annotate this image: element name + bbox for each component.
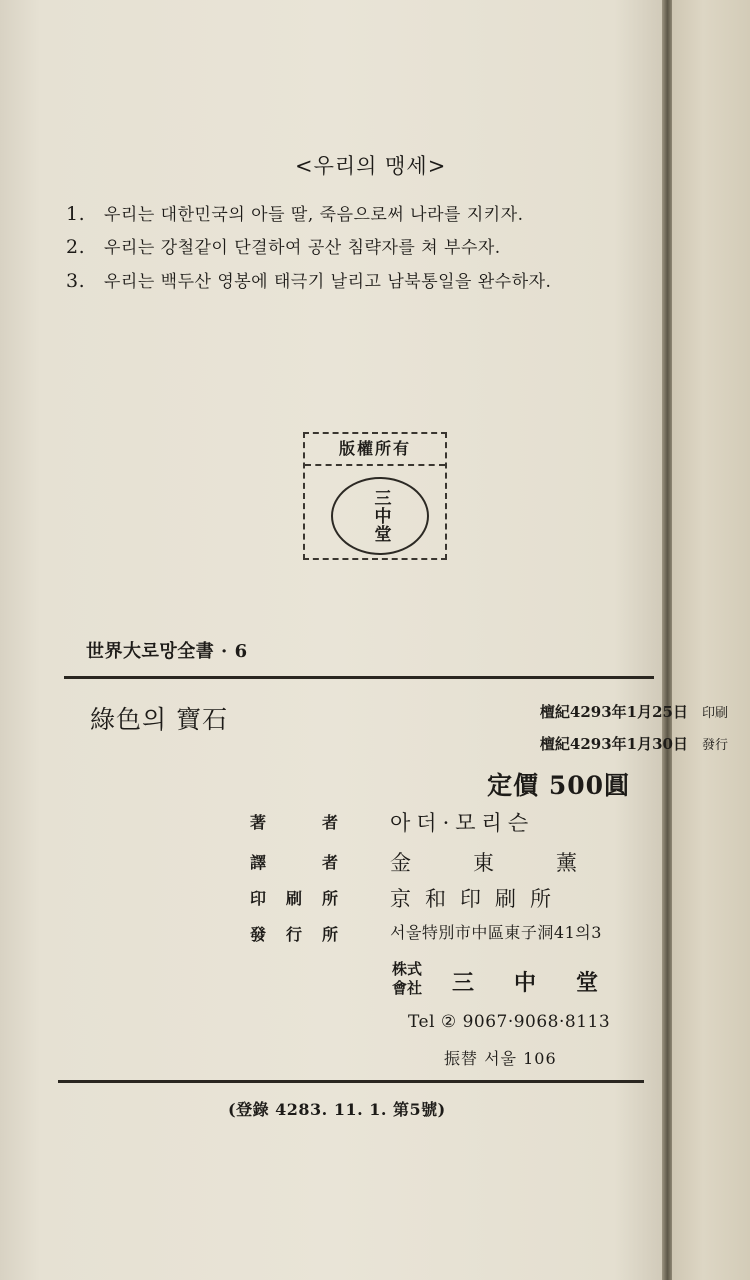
pledge-text: 우리는 대한민국의 아들 딸, 죽음으로써 나라를 지키자. xyxy=(104,205,524,225)
adjacent-page xyxy=(672,0,750,1280)
copyright-seal xyxy=(303,432,447,560)
top-divider xyxy=(64,676,654,679)
pledge-item-3 xyxy=(66,267,551,292)
pledge-item-2 xyxy=(66,233,501,258)
stamp-publisher-name: 三中堂 xyxy=(370,489,391,543)
pledge-text: 우리는 백두산 영봉에 태극기 날리고 남북통일을 완수하자. xyxy=(104,272,552,292)
publish-date: 檀紀4293年1月30日 xyxy=(539,735,688,753)
credit-label-translator: 譯者 xyxy=(250,853,342,872)
credit-value-author: 아더·모리슨 xyxy=(390,811,535,835)
page-edge-shadow xyxy=(662,0,672,1280)
pledge-number: 3. xyxy=(66,270,86,292)
publish-tag: 發行 xyxy=(701,738,728,753)
company-label: 株式會社 xyxy=(392,960,423,997)
copyright-notice: 版權所有 xyxy=(305,434,445,466)
series-title: 世界大로망全書 · 6 xyxy=(86,641,248,662)
publish-date-line xyxy=(540,733,728,754)
pledge-text: 우리는 강철같이 단결하여 공산 침략자를 쳐 부수자. xyxy=(104,238,501,258)
credit-label-publisher: 發行所 xyxy=(250,925,342,944)
pledge-title: <우리의 맹세> xyxy=(295,154,447,178)
pledge-number: 1. xyxy=(66,203,86,225)
credit-value-translator: 金東薰 xyxy=(390,851,639,875)
book-title: 綠色의 寶石 xyxy=(90,705,229,734)
credit-label-printer: 印刷所 xyxy=(250,889,342,908)
bottom-divider xyxy=(58,1080,644,1083)
price: 定價 500圓 xyxy=(487,771,630,800)
pledge-item-1 xyxy=(66,200,524,225)
print-tag: 印刷 xyxy=(701,706,728,721)
publisher-address: 서울特別市中區東子洞41의3 xyxy=(390,923,602,942)
registration-number: (登錄 4283. 11. 1. 第5號) xyxy=(228,1100,446,1119)
telephone: Tel ② 9067·9068·8113 xyxy=(408,1012,611,1032)
company-name: 三中堂 xyxy=(452,970,639,996)
credit-value-printer: 京和印刷所 xyxy=(390,887,565,911)
credit-label-author: 著者 xyxy=(250,813,342,832)
publisher-stamp xyxy=(331,477,429,555)
transfer-account: 振替 서울 106 xyxy=(444,1049,557,1068)
pledge-number: 2. xyxy=(66,236,86,258)
print-date: 檀紀4293年1月25日 xyxy=(539,703,688,721)
print-date-line xyxy=(540,701,728,722)
